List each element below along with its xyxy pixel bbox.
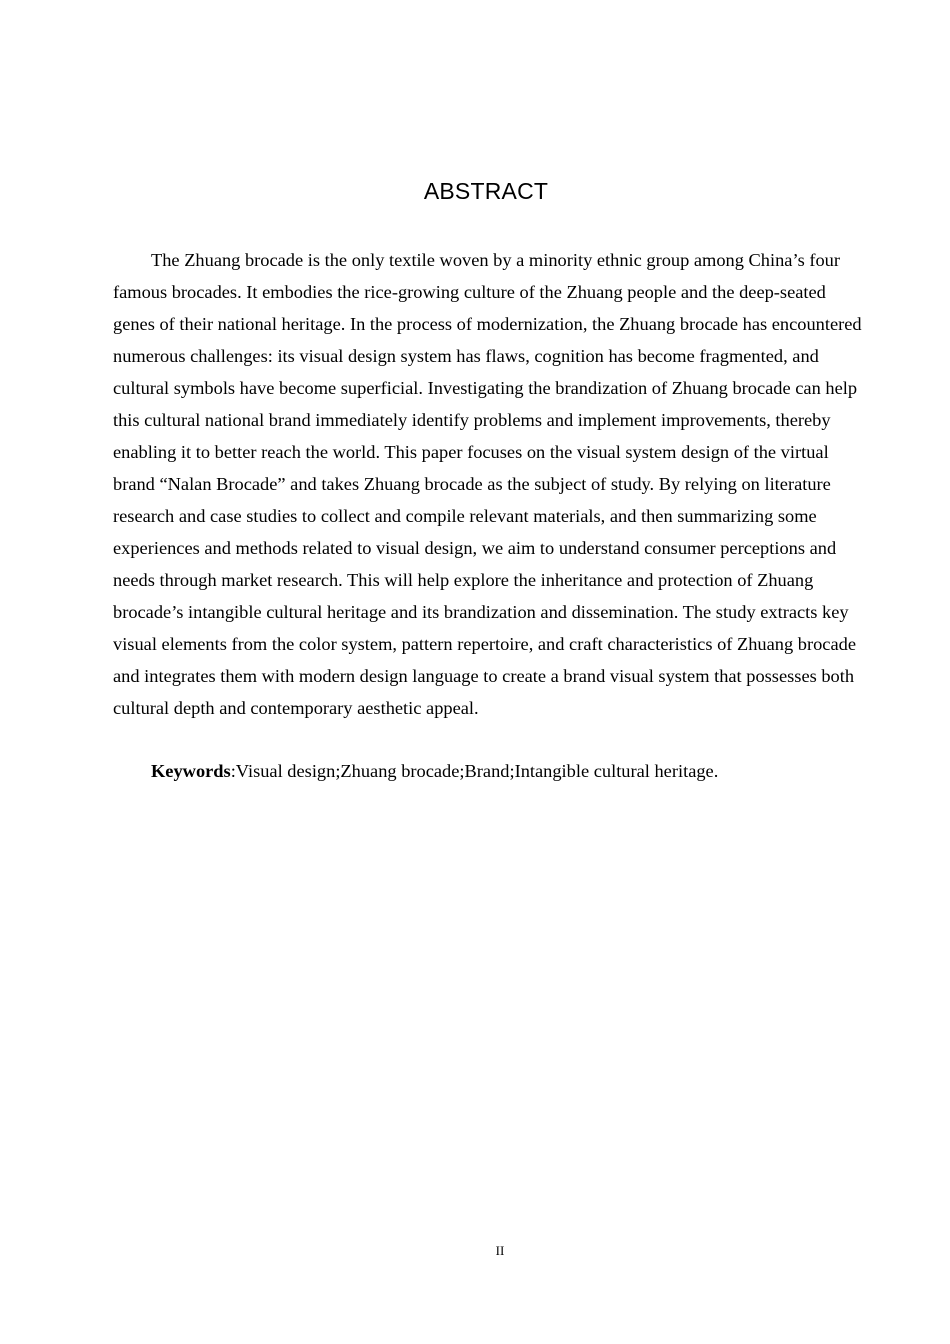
page-number: II xyxy=(495,1243,505,1258)
abstract-title: ABSTRACT xyxy=(423,178,549,204)
abstract-body: The Zhuang brocade is the only textile woven by a minority ethnic group among China’s four famous brocades. It embodies the rice-growing culture of the Zhuang people and the deep-seated genes of their national heritage. In the process of modernization, the Zhuang brocade has encountered numerous challenges: its visual design system has flaws, cognition has become fragmented, and cultural symbols have become superficial. Investigating the brandization of Zhuang brocade can help this cultural national brand immediately identify problems and implement improvements, thereby enabling it to better reach the world. This paper focuses on the visual system design of the virtual brand “Nalan Brocade” and takes Zhuang brocade as the subject of study. By relying on literature research and case studies to collect and compile relevant materials, and then summarizing some experiences and methods related to visual design, we aim to understand consumer perceptions and needs through market research. This will help explore the inheritance and protection of Zhuang brocade’s intangible cultural heritage and its brandization and dissemination. The study extracts key visual elements from the color system, pattern repertoire, and craft characteristics of Zhuang brocade and integrates them with modern design language to create a brand visual system that possesses both cultural depth and contemporary aesthetic appeal. xyxy=(113,250,862,718)
keywords-list: :Visual design;Zhuang brocade;Brand;Intangible cultural heritage. xyxy=(230,761,719,781)
keywords-label: Keywords xyxy=(151,761,231,781)
keywords-line xyxy=(113,755,863,787)
